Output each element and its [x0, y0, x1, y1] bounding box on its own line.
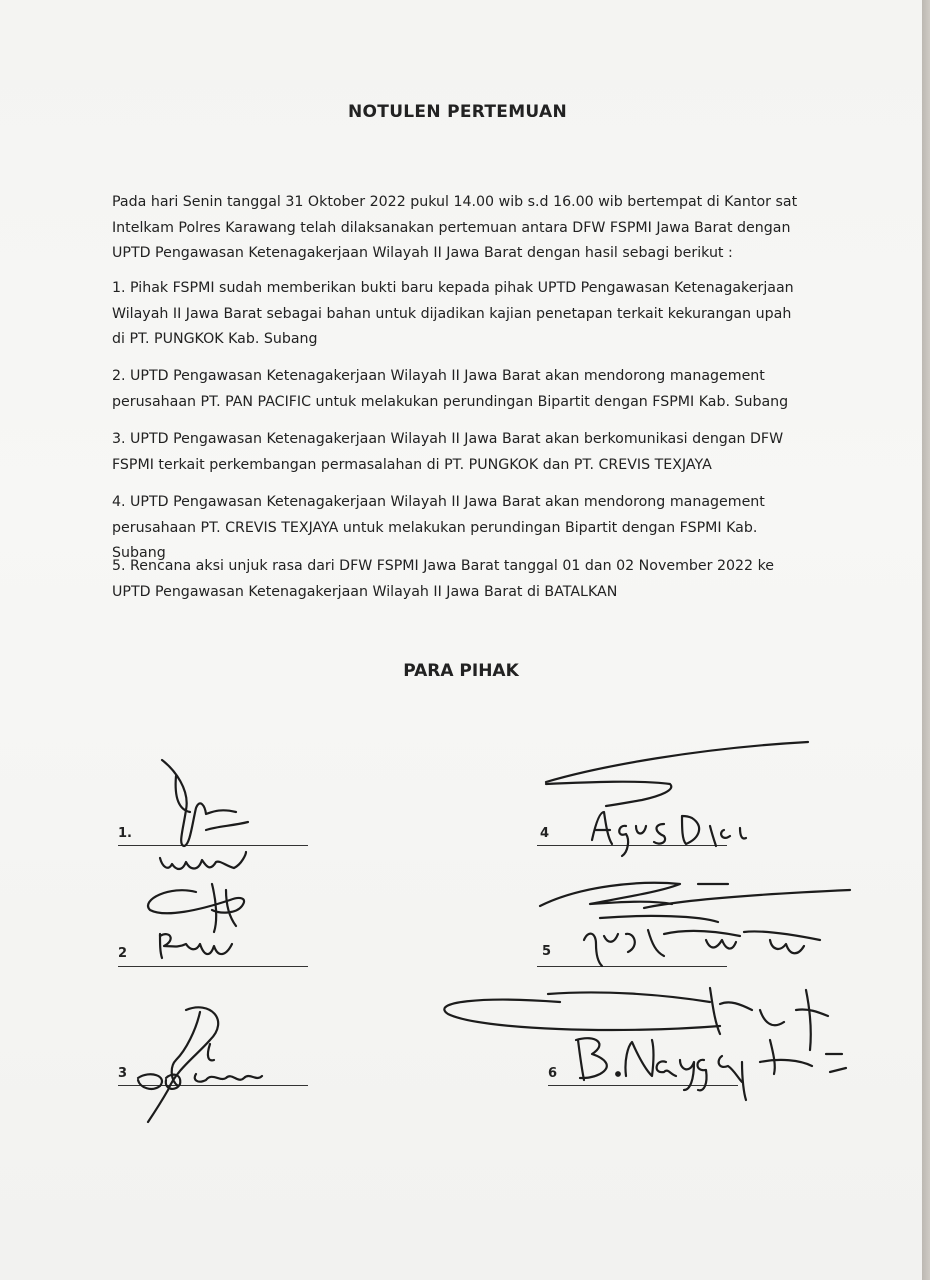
signatory-number-2: 2 — [118, 946, 128, 961]
paper-edge-shadow — [922, 0, 930, 1280]
signature-6 — [444, 988, 846, 1100]
signature-1 — [160, 760, 248, 869]
signature-line-5 — [537, 966, 727, 967]
point-1: 1. Pihak FSPMI sudah memberikan bukti baru kepada pihak UPTD Pengawasan Ketenagakerjaan Wilayah II Jawa Barat sebagai bahan untuk dijadikan kajian penetapan terkait kekurangan upah di PT. PUNGKOK Kab. Subang — [112, 280, 794, 347]
point-3: 3. UPTD Pengawasan Ketenagakerjaan Wilayah II Jawa Barat akan berkomunikasi dengan DFW FSPMI terkait perkembangan permasalahan di PT. PUNGKOK dan PT. CREVIS TEXJAYA — [112, 431, 784, 473]
signatory-number-4: 4 — [540, 826, 550, 841]
signature-line-4 — [537, 845, 727, 846]
point-4: 4. UPTD Pengawasan Ketenagakerjaan Wilayah II Jawa Barat akan mendorong management perusahaan PT. CREVIS TEXJAYA untuk melakukan perundingan Bipartit dengan FSPMI Kab. Subang — [112, 494, 765, 561]
signatory-number-6: 6 — [548, 1066, 558, 1081]
signatory-number-3: 3 — [118, 1066, 128, 1081]
parties-heading: PARA PIHAK — [403, 661, 519, 681]
signature-line-6 — [548, 1085, 738, 1086]
point-2: 2. UPTD Pengawasan Ketenagakerjaan Wilayah II Jawa Barat akan mendorong management perusahaan PT. PAN PACIFIC untuk melakukan perundingan Bipartit dengan FSPMI Kab. Subang — [112, 368, 789, 410]
signature-3 — [138, 1007, 262, 1122]
signature-line-1 — [118, 845, 308, 846]
signature-5 — [540, 883, 850, 966]
signatory-number-1: 1. — [118, 826, 132, 841]
signature-4 — [546, 742, 808, 856]
point-5: 5. Rencana aksi unjuk rasa dari DFW FSPMI Jawa Barat tanggal 01 dan 02 November 2022 ke UPTD Pengawasan Ketenagakerjaan Wilayah II Jawa Barat di BATALKAN — [112, 558, 775, 600]
signature-2 — [148, 884, 244, 958]
signature-line-3 — [118, 1085, 308, 1086]
intro-paragraph: Pada hari Senin tanggal 31 Oktober 2022 pukul 14.00 wib s.d 16.00 wib bertempat di Kantor sat Intelkam Polres Karawang telah dilaksanakan pertemuan antara DFW FSPMI Jawa Barat dengan UPTD Pengawasan Ketenagakerjaan Wilayah II Jawa Barat dengan hasil sebagi berikut : — [112, 194, 798, 261]
signature-line-2 — [118, 966, 308, 967]
signatory-number-5: 5 — [542, 944, 552, 959]
document-title: NOTULEN PERTEMUAN — [348, 102, 567, 122]
